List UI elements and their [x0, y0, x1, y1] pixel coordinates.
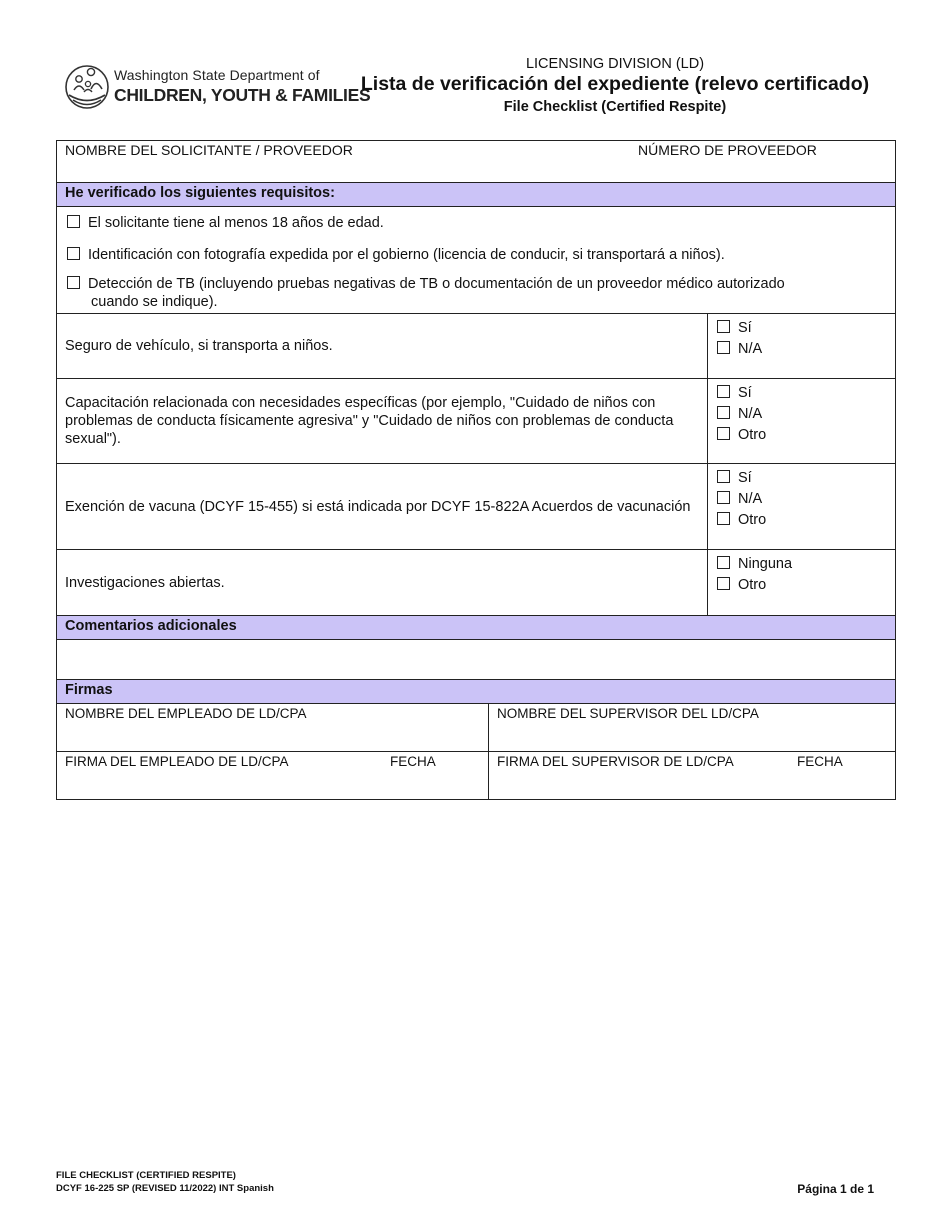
applicant-name-field[interactable]: NOMBRE DEL SOLICITANTE / PROVEEDOR [65, 142, 353, 158]
option-item[interactable]: Otro [717, 510, 886, 531]
question-text: Investigaciones abiertas. [57, 550, 708, 616]
checkbox[interactable] [67, 247, 80, 260]
question-text: Exención de vacuna (DCYF 15-455) si está indicada por DCYF 15-822A Acuerdos de vacunación [57, 464, 708, 550]
checkbox[interactable] [717, 341, 730, 354]
requirement-item-continued: cuando se indique). [91, 294, 218, 310]
option-item[interactable]: Sí [717, 318, 886, 339]
supervisor-signature-field[interactable]: FIRMA DEL SUPERVISOR DE LD/CPA FECHA [489, 752, 896, 800]
applicant-row [57, 141, 896, 183]
question-options [708, 379, 896, 464]
dcyf-logo [64, 62, 371, 112]
option-item[interactable]: N/A [717, 339, 886, 360]
checkbox[interactable] [717, 320, 730, 333]
checkbox[interactable] [717, 470, 730, 483]
checkbox[interactable] [717, 577, 730, 590]
checklist-form [56, 140, 896, 800]
footer-form-id: FILE CHECKLIST (CERTIFIED RESPITE) DCYF 16-225 SP (REVISED 11/2022) INT Spanish [56, 1170, 274, 1194]
option-item[interactable]: Sí [717, 383, 886, 404]
requirements-list [57, 207, 896, 314]
comments-field[interactable] [57, 640, 896, 680]
checkbox[interactable] [717, 406, 730, 419]
division-heading: LICENSING DIVISION (LD) [525, 56, 705, 72]
option-item[interactable]: N/A [717, 489, 886, 510]
supervisor-name-field[interactable]: NOMBRE DEL SUPERVISOR DEL LD/CPA [489, 704, 896, 752]
checkbox[interactable] [67, 215, 80, 228]
provider-number-field[interactable]: NÚMERO DE PROVEEDOR [638, 142, 817, 158]
employee-signature-field[interactable]: FIRMA DEL EMPLEADO DE LD/CPA FECHA [57, 752, 489, 800]
employee-name-field[interactable]: NOMBRE DEL EMPLEADO DE LD/CPA [57, 704, 489, 752]
checkbox[interactable] [67, 276, 80, 289]
question-options [708, 550, 896, 616]
signatures-heading: Firmas [57, 680, 896, 704]
supervisor-date-label: FECHA [797, 754, 843, 769]
comments-heading: Comentarios adicionales [57, 616, 896, 640]
option-item[interactable]: Otro [717, 425, 886, 446]
checkbox[interactable] [717, 427, 730, 440]
employee-date-label: FECHA [390, 754, 436, 769]
option-item[interactable]: N/A [717, 404, 886, 425]
option-item[interactable]: Sí [717, 468, 886, 489]
page-number: Página 1 de 1 [797, 1182, 874, 1196]
option-item[interactable]: Ninguna [717, 554, 886, 575]
option-item[interactable]: Otro [717, 575, 886, 596]
requirement-item[interactable]: El solicitante tiene al menos 18 años de edad. [67, 215, 384, 231]
checkbox[interactable] [717, 491, 730, 504]
requirements-heading: He verificado los siguientes requisitos: [57, 183, 896, 207]
page-title: Lista de verificación del expediente (relevo certificado) [360, 73, 870, 95]
logo-line2: CHILDREN, YOUTH & FAMILIES [114, 85, 371, 105]
page-subtitle: File Checklist (Certified Respite) [503, 99, 727, 115]
checkbox[interactable] [717, 512, 730, 525]
dcyf-logo-icon [64, 62, 112, 112]
checkbox[interactable] [717, 556, 730, 569]
requirement-item[interactable]: Identificación con fotografía expedida por el gobierno (licencia de conducir, si transportará a niños). [67, 247, 725, 263]
question-options [708, 314, 896, 379]
question-text: Seguro de vehículo, si transporta a niños. [57, 314, 708, 379]
question-text: Capacitación relacionada con necesidades específicas (por ejemplo, "Cuidado de niños con problemas de conducta físicamente agresiva" y "Cuidado de niños con problemas de conducta sexual"). [57, 379, 708, 464]
requirement-item[interactable]: Detección de TB (incluyendo pruebas negativas de TB o documentación de un proveedor médico autorizado [67, 276, 785, 292]
checkbox[interactable] [717, 385, 730, 398]
logo-line1: Washington State Department of [114, 67, 320, 83]
question-options [708, 464, 896, 550]
